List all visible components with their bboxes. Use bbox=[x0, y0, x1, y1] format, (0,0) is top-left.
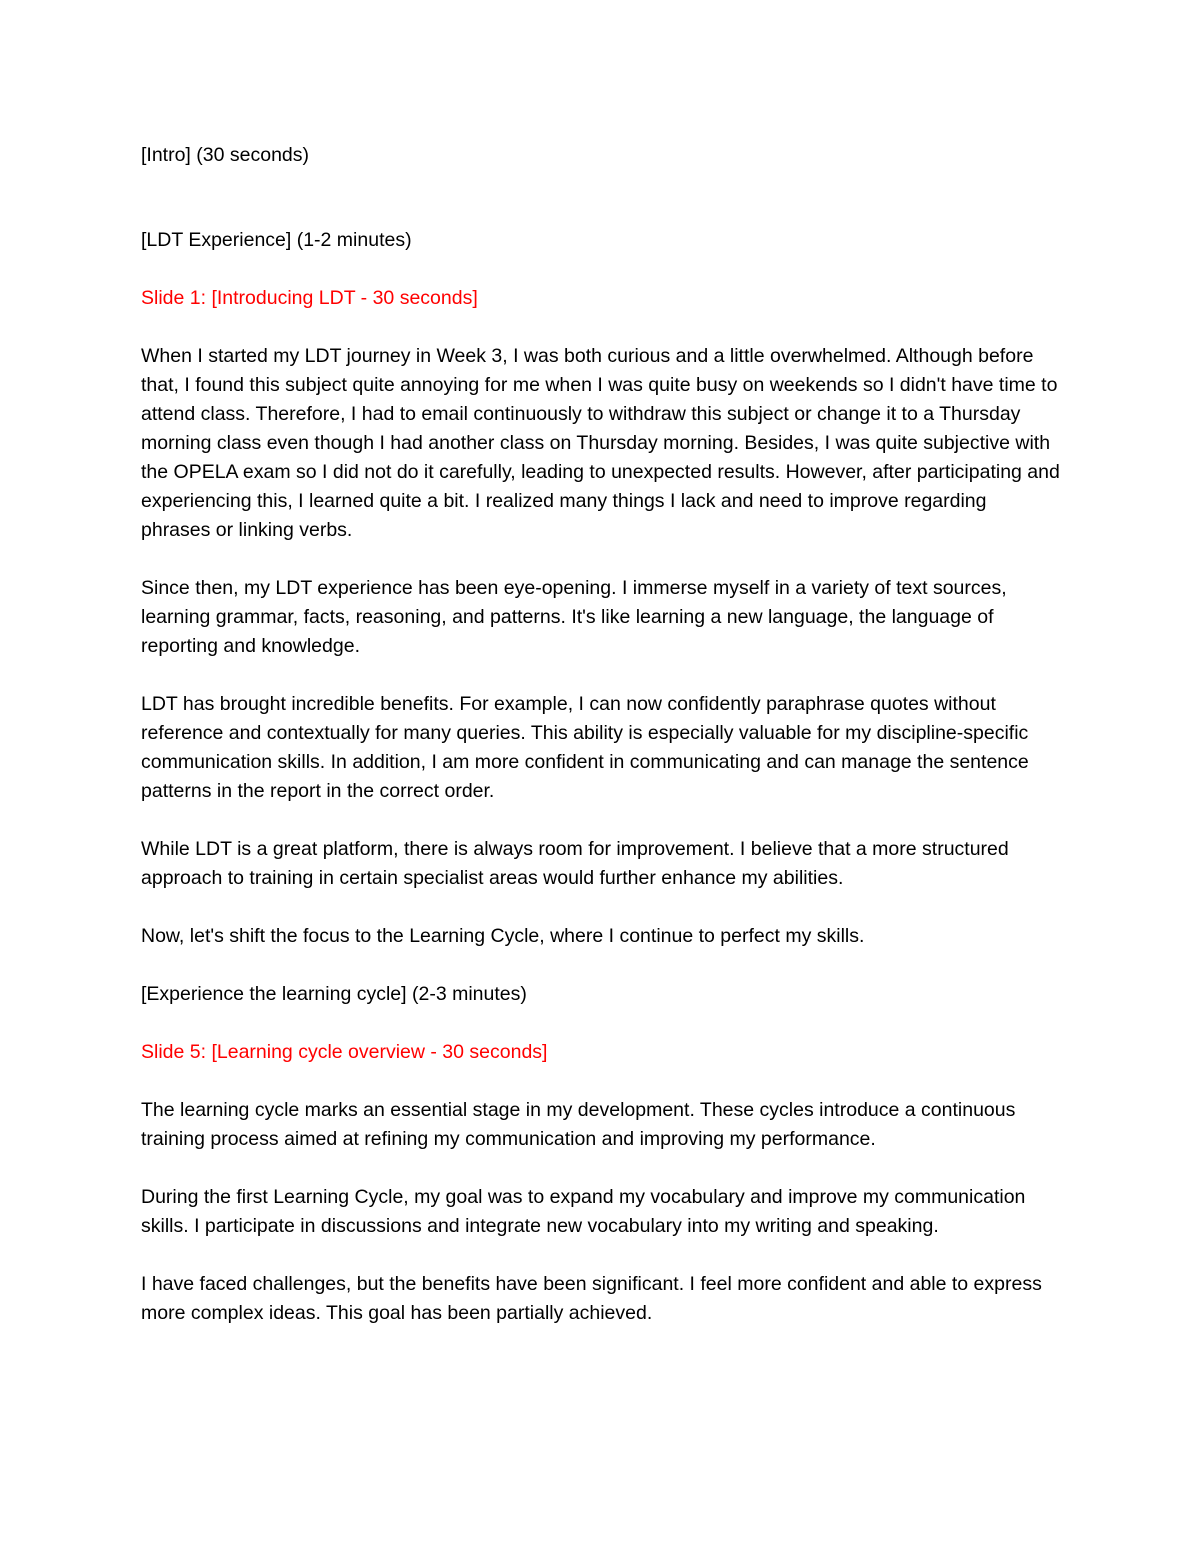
paragraph-eye-opening: Since then, my LDT experience has been eye-opening. I immerse myself in a variety of text sources, learning grammar, facts, reasoning, and patterns. It's like learning a new language, the language of reporting and knowledge. bbox=[141, 577, 1007, 657]
section-label-intro: [Intro] (30 seconds) bbox=[141, 144, 309, 166]
paragraph-shift-focus: Now, let's shift the focus to the Learning Cycle, where I continue to perfect my skills. bbox=[141, 925, 865, 947]
section-label-ldt-experience: [LDT Experience] (1-2 minutes) bbox=[141, 229, 412, 251]
paragraph-first-cycle: During the first Learning Cycle, my goal was to expand my vocabulary and improve my communication skills. I participate in discussions and integrate new vocabulary into my writing and speaking. bbox=[141, 1186, 1026, 1237]
document-body bbox=[141, 141, 1061, 1328]
section-label-learning-cycle: [Experience the learning cycle] (2-3 minutes) bbox=[141, 983, 527, 1005]
paragraph-benefits: LDT has brought incredible benefits. For example, I can now confidently paraphrase quotes without reference and contextually for many queries. This ability is especially valuable for my discipline-specific communication skills. In addition, I am more confident in communicating and can manage the sentence patterns in the report in the correct order. bbox=[141, 693, 1029, 802]
paragraph-challenges: I have faced challenges, but the benefits have been significant. I feel more confident and able to express more complex ideas. This goal has been partially achieved. bbox=[141, 1273, 1042, 1324]
slide-heading-5: Slide 5: [Learning cycle overview - 30 seconds] bbox=[141, 1041, 548, 1063]
paragraph-cycle-overview: The learning cycle marks an essential stage in my development. These cycles introduce a continuous training process aimed at refining my communication and improving my performance. bbox=[141, 1099, 1016, 1150]
paragraph-improvement: While LDT is a great platform, there is always room for improvement. I believe that a more structured approach to training in certain specialist areas would further enhance my abilities. bbox=[141, 838, 1009, 889]
slide-heading-1: Slide 1: [Introducing LDT - 30 seconds] bbox=[141, 287, 478, 309]
paragraph-ldt-journey: When I started my LDT journey in Week 3, I was both curious and a little overwhelmed. Although before that, I found this subject quite annoying for me when I was quite busy on weekends so I didn't have time to attend class. Therefore, I had to email continuously to withdraw this subject or change it to a Thursday morning class even though I had another class on Thursday morning. Besides, I was quite subjective with the OPELA exam so I did not do it carefully, leading to unexpected results. However, after participating and experiencing this, I learned quite a bit. I realized many things I lack and need to improve regarding phrases or linking verbs. bbox=[141, 345, 1060, 541]
